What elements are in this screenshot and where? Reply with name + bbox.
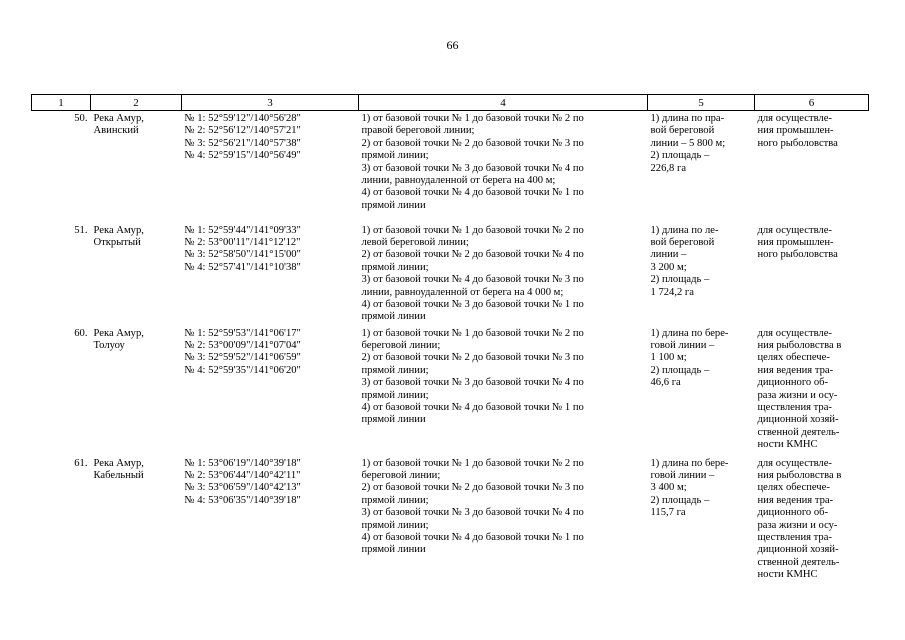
row-number: 60. bbox=[74, 327, 88, 339]
header-cell: 4 bbox=[359, 95, 648, 111]
header-row bbox=[32, 95, 869, 111]
table-body bbox=[32, 111, 869, 594]
boundary-line: прямой линии; bbox=[361, 364, 429, 376]
area-size-line: линии – 5 800 м; bbox=[650, 137, 726, 149]
purpose-line: ния ведения тра- bbox=[757, 494, 834, 506]
row-number-cell bbox=[32, 456, 91, 594]
coordinate-line: № 1: 52°59'12"/140°56'28" bbox=[184, 113, 301, 124]
boundary-line: 1) от базовой точки № 1 до базовой точки № 2 по bbox=[361, 457, 584, 469]
purpose-line: ществления тра- bbox=[757, 531, 832, 543]
purpose-cell bbox=[755, 456, 869, 594]
table-row bbox=[32, 111, 869, 223]
coordinates-cell bbox=[182, 111, 359, 223]
coordinate-line: № 4: 52°59'15"/140°56'49" bbox=[184, 150, 301, 162]
row-number-cell bbox=[32, 223, 91, 326]
header-cell: 5 bbox=[648, 95, 755, 111]
area-size-line: 46,6 га bbox=[650, 377, 681, 389]
area-size-line: говой линии – bbox=[650, 339, 715, 351]
purpose-line: для осуществле- bbox=[757, 224, 832, 236]
boundary-line: 4) от базовой точки № 3 до базовой точки № 1 по bbox=[361, 298, 584, 310]
boundary-line: 1) от базовой точки № 1 до базовой точки № 2 по bbox=[361, 327, 584, 339]
area-size-line: вой береговой bbox=[650, 125, 715, 137]
coordinate-line: № 3: 52°58'50"/141°15'00" bbox=[184, 249, 301, 261]
purpose-line: для осуществле- bbox=[757, 457, 832, 469]
boundary-line: 1) от базовой точки № 1 до базовой точки № 2 по bbox=[361, 113, 584, 124]
area-name-line: Река Амур, bbox=[93, 224, 144, 236]
area-size-cell bbox=[648, 326, 755, 456]
area-name-cell bbox=[91, 456, 182, 594]
boundary-line: прямой линии; bbox=[361, 150, 429, 162]
purpose-line: ственной деятель- bbox=[757, 556, 840, 568]
purpose-line: ществления тра- bbox=[757, 401, 832, 413]
header-cell: 1 bbox=[32, 95, 91, 111]
boundary-line: 2) от базовой точки № 2 до базовой точки № 4 по bbox=[361, 249, 584, 261]
boundary-line: прямой линии; bbox=[361, 519, 429, 531]
coordinate-line: № 3: 53°06'59"/140°42'13" bbox=[184, 482, 301, 494]
row-number-cell bbox=[32, 326, 91, 456]
row-number: 61. bbox=[74, 457, 88, 469]
coordinate-line: № 4: 52°57'41"/141°10'38" bbox=[184, 261, 301, 273]
area-size-line: 1 724,2 га bbox=[650, 286, 694, 298]
boundary-line: прямой линии; bbox=[361, 261, 429, 273]
boundary-line: 2) от базовой точки № 2 до базовой точки № 3 по bbox=[361, 482, 584, 494]
purpose-line: раза жизни и осу- bbox=[757, 389, 838, 401]
purpose-line: диционного об- bbox=[757, 377, 829, 389]
boundary-line: правой береговой линии; bbox=[361, 125, 475, 137]
boundary-line: прямой линии bbox=[361, 414, 426, 426]
boundary-line: 1) от базовой точки № 1 до базовой точки № 2 по bbox=[361, 224, 584, 236]
coordinates-cell bbox=[182, 223, 359, 326]
area-name-line: Авинский bbox=[93, 125, 139, 137]
row-number: 50. bbox=[74, 113, 88, 124]
purpose-line: раза жизни и осу- bbox=[757, 519, 838, 531]
coordinate-line: № 3: 52°59'52"/141°06'59" bbox=[184, 352, 301, 364]
area-size-line: 2) площадь – bbox=[650, 494, 710, 506]
boundary-description-cell bbox=[359, 223, 648, 326]
boundary-line: линии, равноудаленной от берега на 4 000 м; bbox=[361, 286, 564, 298]
area-name-line: Река Амур, bbox=[93, 113, 144, 124]
boundary-line: прямой линии bbox=[361, 311, 426, 323]
purpose-line: для осуществле- bbox=[757, 327, 832, 339]
area-size-line: 1) длина по ле- bbox=[650, 224, 719, 236]
boundary-line: 3) от базовой точки № 3 до базовой точки № 4 по bbox=[361, 507, 584, 519]
boundary-description-cell bbox=[359, 111, 648, 223]
area-size-line: 1) длина по бере- bbox=[650, 327, 729, 339]
row-number-cell bbox=[32, 111, 91, 223]
boundary-line: прямой линии bbox=[361, 544, 426, 556]
boundary-line: прямой линии bbox=[361, 199, 426, 211]
boundary-line: 3) от базовой точки № 4 до базовой точки № 3 по bbox=[361, 274, 584, 286]
purpose-line: ния рыболовства в bbox=[757, 339, 842, 351]
purpose-line: ного рыболовства bbox=[757, 249, 838, 261]
area-size-line: 115,7 га bbox=[650, 507, 686, 519]
purpose-line: ния рыболовства в bbox=[757, 469, 842, 481]
table-row bbox=[32, 223, 869, 326]
purpose-line: ния промышлен- bbox=[757, 125, 834, 137]
boundary-line: 4) от базовой точки № 4 до базовой точки № 1 по bbox=[361, 531, 584, 543]
boundary-description-cell bbox=[359, 326, 648, 456]
purpose-line: целях обеспече- bbox=[757, 352, 830, 364]
page-number: 66 bbox=[446, 38, 459, 52]
area-name-cell bbox=[91, 326, 182, 456]
boundary-line: 2) от базовой точки № 2 до базовой точки № 3 по bbox=[361, 137, 584, 149]
boundary-line: 2) от базовой точки № 2 до базовой точки № 3 по bbox=[361, 352, 584, 364]
purpose-cell bbox=[755, 326, 869, 456]
row-number: 51. bbox=[74, 224, 88, 236]
purpose-line: ности КМНС bbox=[757, 439, 818, 451]
coordinate-line: № 1: 52°59'44"/141°09'33" bbox=[184, 224, 301, 236]
table-row bbox=[32, 326, 869, 456]
purpose-line: ственной деятель- bbox=[757, 426, 840, 438]
area-size-line: говой линии – bbox=[650, 469, 715, 481]
coordinate-line: № 2: 53°00'11"/141°12'12" bbox=[184, 236, 301, 248]
area-name-cell bbox=[91, 223, 182, 326]
table-row bbox=[32, 456, 869, 594]
coordinates-cell bbox=[182, 456, 359, 594]
area-size-line: 3 400 м; bbox=[650, 482, 687, 494]
purpose-line: диционного об- bbox=[757, 507, 829, 519]
area-size-line: 2) площадь – bbox=[650, 274, 710, 286]
coordinate-line: № 2: 52°56'12"/140°57'21" bbox=[184, 125, 301, 137]
boundary-line: прямой линии; bbox=[361, 494, 429, 506]
coordinate-line: № 3: 52°56'21"/140°57'38" bbox=[184, 137, 301, 149]
purpose-line: ности КМНС bbox=[757, 569, 818, 581]
purpose-cell bbox=[755, 223, 869, 326]
purpose-line: диционной хозяй- bbox=[757, 414, 839, 426]
purpose-cell bbox=[755, 111, 869, 223]
area-name-line: Река Амур, bbox=[93, 457, 144, 469]
boundary-line: 4) от базовой точки № 4 до базовой точки № 1 по bbox=[361, 187, 584, 199]
header-cell: 2 bbox=[91, 95, 182, 111]
coordinate-line: № 2: 53°00'09"/141°07'04" bbox=[184, 339, 301, 351]
area-size-line: 2) площадь – bbox=[650, 150, 710, 162]
area-size-line: 1) длина по пра- bbox=[650, 113, 725, 124]
boundary-line: левой береговой линии; bbox=[361, 236, 469, 248]
area-size-line: линии – bbox=[650, 249, 687, 261]
area-size-cell bbox=[648, 111, 755, 223]
area-name-cell bbox=[91, 111, 182, 223]
purpose-line: ния ведения тра- bbox=[757, 364, 834, 376]
boundary-line: береговой линии; bbox=[361, 469, 441, 481]
coordinate-line: № 1: 53°06'19"/140°39'18" bbox=[184, 457, 301, 469]
coordinate-line: № 2: 53°06'44"/140°42'11" bbox=[184, 469, 301, 481]
area-name-line: Кабельный bbox=[93, 469, 144, 481]
purpose-line: целях обеспече- bbox=[757, 482, 830, 494]
coordinates-cell bbox=[182, 326, 359, 456]
area-name-line: Толуоу bbox=[93, 339, 125, 351]
area-size-line: 226,8 га bbox=[650, 162, 687, 174]
area-size-cell bbox=[648, 456, 755, 594]
purpose-line: для осуществле- bbox=[757, 113, 832, 124]
area-size-cell bbox=[648, 223, 755, 326]
area-size-line: 1) длина по бере- bbox=[650, 457, 729, 469]
area-size-line: 2) площадь – bbox=[650, 364, 710, 376]
area-size-line: вой береговой bbox=[650, 236, 715, 248]
boundary-description-cell bbox=[359, 456, 648, 594]
coordinate-line: № 4: 53°06'35"/140°39'18" bbox=[184, 494, 301, 506]
coordinate-line: № 1: 52°59'53"/141°06'17" bbox=[184, 327, 301, 339]
purpose-line: ния промышлен- bbox=[757, 236, 834, 248]
boundary-line: береговой линии; bbox=[361, 339, 441, 351]
boundary-line: линии, равноудаленной от берега на 400 м; bbox=[361, 175, 556, 187]
area-size-line: 1 100 м; bbox=[650, 352, 687, 364]
coordinate-line: № 4: 52°59'35"/141°06'20" bbox=[184, 364, 301, 376]
purpose-line: диционной хозяй- bbox=[757, 544, 839, 556]
boundary-line: прямой линии; bbox=[361, 389, 429, 401]
header-cell: 3 bbox=[182, 95, 359, 111]
purpose-line: ного рыболовства bbox=[757, 137, 838, 149]
boundary-line: 3) от базовой точки № 3 до базовой точки № 4 по bbox=[361, 162, 584, 174]
fishing-areas-table bbox=[31, 94, 869, 594]
area-name-line: Открытый bbox=[93, 236, 141, 248]
boundary-line: 3) от базовой точки № 3 до базовой точки № 4 по bbox=[361, 377, 584, 389]
area-name-line: Река Амур, bbox=[93, 327, 144, 339]
boundary-line: 4) от базовой точки № 4 до базовой точки № 1 по bbox=[361, 401, 584, 413]
header-cell: 6 bbox=[755, 95, 869, 111]
area-size-line: 3 200 м; bbox=[650, 261, 687, 273]
